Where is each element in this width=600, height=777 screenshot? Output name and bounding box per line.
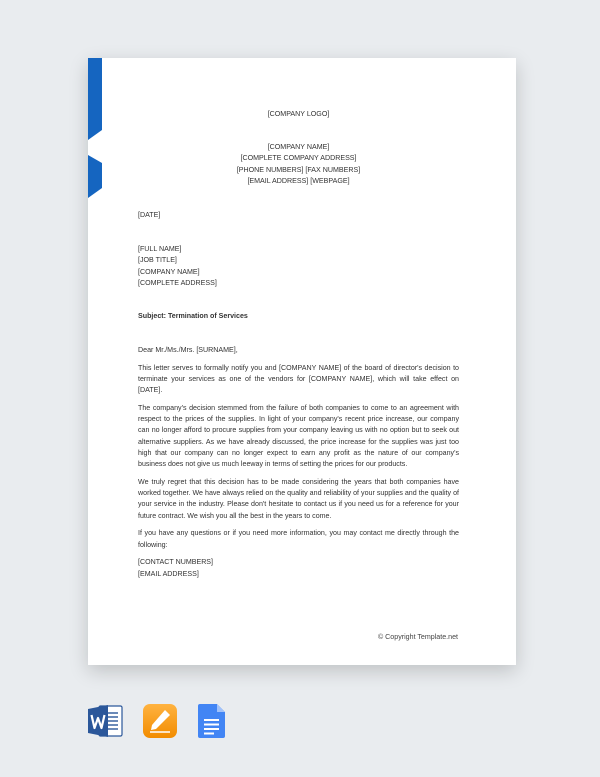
contact-numbers: [CONTACT NUMBERS] [138, 558, 214, 567]
google-docs-icon[interactable] [198, 704, 226, 738]
recipient-block [138, 244, 217, 289]
contact-block [138, 557, 459, 580]
paragraph-1: This letter serves to formally notify you and [COMPANY NAME] of the board of director's decision to terminate your services as one of the vendors for [COMPANY NAME], which will take effect on [DATE]. [138, 363, 459, 395]
company-email-web: [EMAIL ADDRESS] [WEBPAGE] [247, 176, 350, 185]
recipient-full-name: [FULL NAME] [138, 245, 182, 253]
letter-subject: Subject: Termination of Services [138, 312, 248, 320]
contact-email: [EMAIL ADDRESS] [138, 569, 199, 578]
paragraph-4: If you have any questions or if you need more information, you may contact me directly through the following: [138, 529, 459, 549]
word-icon[interactable] [88, 704, 124, 738]
company-phones: [PHONE NUMBERS] [FAX NUMBERS] [236, 165, 361, 174]
letter-page [88, 58, 516, 665]
letter-date: [DATE] [138, 211, 161, 219]
company-address: [COMPLETE COMPANY ADDRESS] [240, 154, 357, 163]
blue-accent-shape [88, 58, 104, 198]
paragraph-3: We truly regret that this decision has to be made considering the years that both companies have worked together. We have always relied on the quality and reliability of your supplies and the quality of your service in the industry. Please don't hesitate to contact us if you need us for a reference for your future contract. We wish you all the best in the years to come. [138, 477, 459, 520]
recipient-address: [COMPLETE ADDRESS] [138, 278, 217, 287]
company-logo-placeholder: [COMPANY LOGO] [267, 110, 330, 118]
salutation: Dear Mr./Ms./Mrs. [SURNAME], [138, 346, 238, 354]
recipient-job-title: [JOB TITLE] [138, 256, 177, 265]
paragraph-2: The company's decision stemmed from the failure of both companies to come to an agreement with respect to the prices of the supplies. In light of your company's recent price increase, our company can no longer afford to procure supplies from your company leaving us with no option but to seek out alternative suppliers. As we have already discussed, the price increase for the supplies was just too high that our company can no longer expect to earn any profit as the nature of our company's business does not give us much leeway in terms of setting the prices for our products. [138, 403, 459, 469]
letter-body [138, 345, 459, 580]
copyright-notice: © Copyright Template.net [377, 633, 458, 641]
company-header [138, 142, 459, 187]
pages-icon[interactable] [143, 704, 177, 738]
company-name: [COMPANY NAME] [267, 143, 330, 151]
recipient-company-name: [COMPANY NAME] [138, 267, 200, 276]
